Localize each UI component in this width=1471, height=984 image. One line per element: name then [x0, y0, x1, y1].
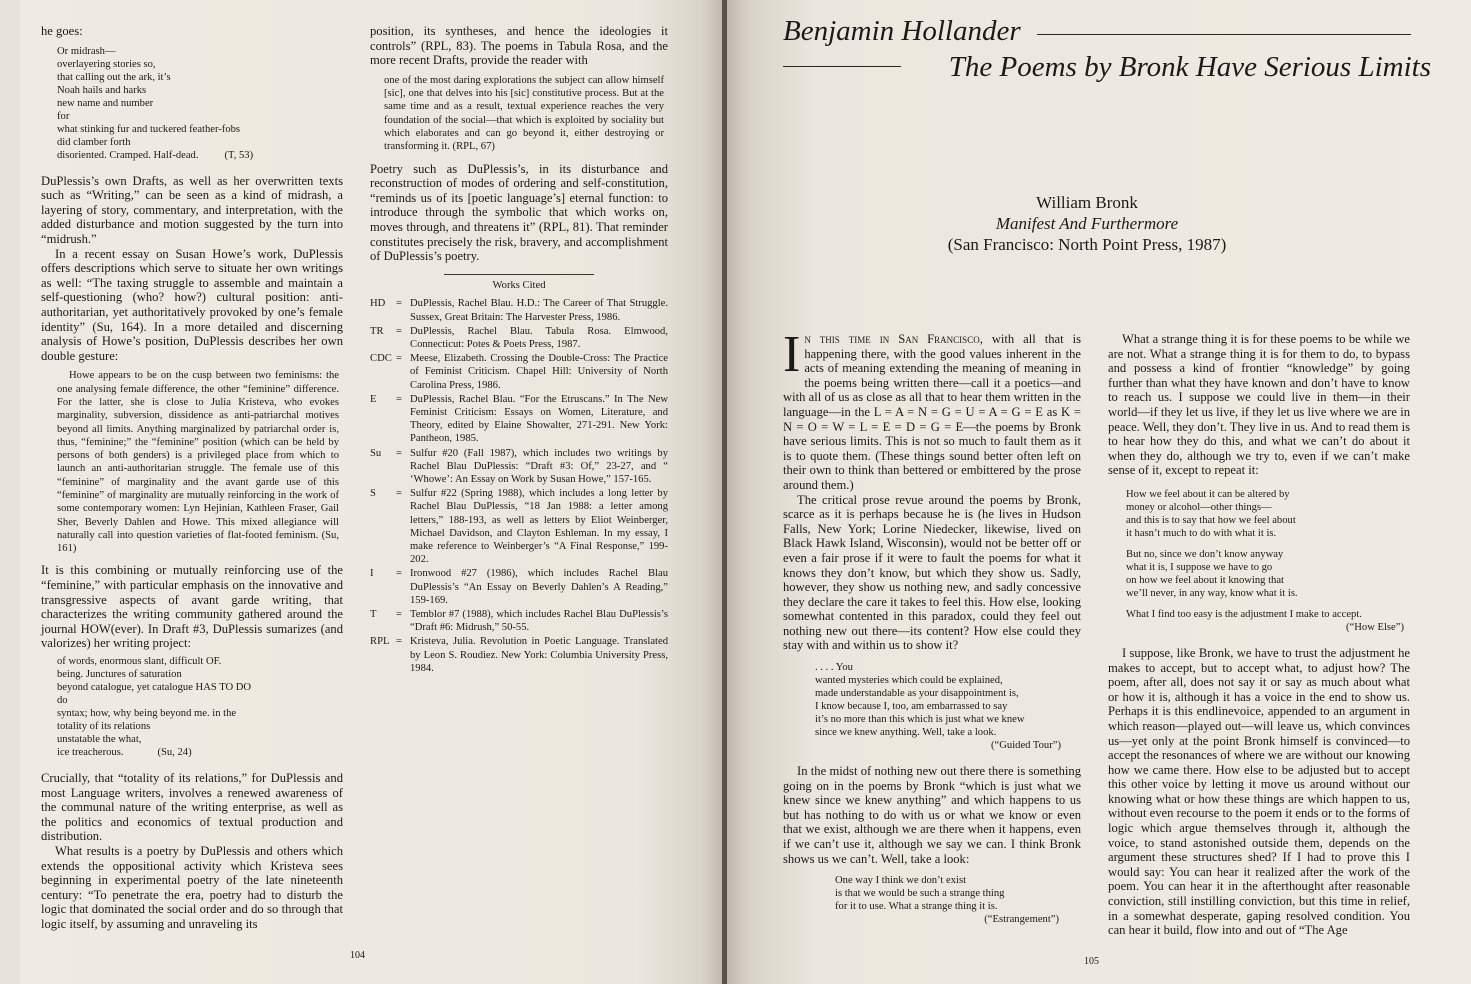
- verse-line: we’ll never, in any way, know what it is.: [1126, 587, 1298, 599]
- paragraph: I suppose, like Bronk, we have to trust the adjustment he makes to accept, but to accept what, to adjust how? The poem, after all, does not say it or say as much about what or how it is, although it has a voice in the end to show us. Perhaps it is this endlinevoice, appended to an argument in which reason—played out—will leave us, which convinces us—yet only at the point Bronk himself is convinced—to accept the resonances of where we are without our knowing how we came there. How else to be adjusted but to accept this other voice by letting it move us around without our knowing what or how these things are which happen to us, without even recourse to the poem it ends or to the forms of logic which argue themselves through it, although the voice, to stand astonished outside them, depends on the argument these structures shed? If I had to prove this I would say: You can hear it realized after the work of the poem. You can hear it in the afterthought after reasonable conviction, still instilling conviction, but this time in relief, in a somewhat desperate, gaping resolved condition. You can hear it build, flow into and out of “The Age: [1108, 645, 1410, 938]
- entry-text: Ironwood #27 (1986), which includes Rachel Blau DuPlessis’s “An Essay on Beverly Dahlen’s A Reading,” 159-169.: [410, 568, 668, 606]
- left-page: [0, 0, 724, 984]
- verse-line: do: [57, 695, 68, 707]
- paragraph: DuPlessis’s own Drafts, as well as her overwritten texts such as “Writing,” can be seen as a kind of midrash, a layering of story, commentary, and interpretation, with the added disturbance and motion suggested by the turn into “midrush.”: [41, 173, 343, 246]
- verse-line: did clamber forth: [57, 136, 131, 148]
- works-cited-title: Works Cited: [492, 279, 546, 291]
- paragraph: In a recent essay on Susan Howe’s work, DuPlessis offers descriptions which serve to situate her own writings as well: “The taxing struggle to assemble and maintain a self-questioning (who? how?) cultural position: anti-authoritarian, yet authoritatively provoked by one’s female identity” (Su, 164). In a more detailed and discerning analysis of Howe’s position, DuPlessis describes her own double gesture:: [41, 246, 343, 363]
- paragraph: What results is a poetry by DuPlessis and others which extends the oppositional activity which Kristeva sees beginning in experimental poetry of the late nineteenth century: “To penetrate the era, poetry had to disturb the logic that dominated the social order and do so through that logic itself, by assuming and unraveling its: [41, 844, 343, 931]
- entry-eq: =: [396, 568, 402, 580]
- entry-eq: =: [396, 488, 402, 500]
- paragraph: [783, 326, 1081, 493]
- page-number: 104: [350, 950, 365, 961]
- entry-key: HD: [370, 298, 386, 310]
- entry-text: Kristeva, Julia. Revolution in Poetic Language. Translated by Leon S. Roudiez. New York: Columbia University Press, 1984.: [410, 636, 668, 674]
- drop-cap: I: [783, 326, 801, 383]
- verse-line: What I find too easy is the adjustment I make to accept.: [1126, 608, 1362, 620]
- verse-line: disoriented. Cramped. Half-dead.: [57, 149, 199, 161]
- entry-text: DuPlessis, Rachel Blau. Tabula Rosa. Elmwood, Connecticut: Potes & Poets Press, 1987.: [410, 325, 668, 350]
- heading-rule-bottom: [783, 66, 901, 67]
- verse-line: since we knew anything. Well, take a look.: [815, 727, 997, 739]
- paragraph: What a strange thing it is for these poems to be while we are not. What a strange thing it is for them to do, to bypass and possess a kind of frontier “knowledge” by going further than what they have known and don’t have to know to reach us. I suppose we could live in them—in their world—if they let us live, if they let us live where we are in peace. Well, they don’t. They live in us. And to read them is to hear how they do this, and what we can’t do about it when they do, although we try to, even if we can’t make sense of it, except to repeat it:: [1108, 332, 1410, 478]
- entry-key: RPL: [370, 636, 390, 648]
- verse-line: How we feel about it can be altered by: [1126, 488, 1290, 500]
- verse-line: money or alcohol—other things—: [1126, 501, 1272, 513]
- works-cited-entry: [370, 325, 668, 351]
- verse-line: it’s no more than this which is just what we knew: [815, 714, 1025, 726]
- entry-eq: =: [396, 636, 402, 648]
- works-cited-entry: [370, 447, 668, 487]
- works-cited-entry: [370, 352, 668, 392]
- verse-line: ice treacherous.: [57, 747, 124, 759]
- citation: (“Estrangement”): [984, 914, 1059, 926]
- verse-guided-tour: [815, 661, 1081, 752]
- entry-key: E: [370, 393, 377, 405]
- verse-line: wanted mysteries which could be explained,: [815, 675, 1003, 687]
- verse-line: being. Junctures of saturation: [57, 669, 182, 681]
- verse-line: overlayering stories so,: [57, 58, 156, 70]
- entry-key: I: [370, 568, 374, 580]
- works-cited-list: [370, 297, 668, 675]
- paragraph: It is this combining or mutually reinforcing use of the “feminine,” with particular emphasis on the innovative and transgressive aspects of avant garde writing, that characterizes the writing community gathered around the journal HOW(ever). In Draft #3, DuPlessis sumarizes (and valorizes) her writing project:: [41, 563, 343, 651]
- entry-key: Su: [370, 447, 382, 459]
- verse-line: what it is, I suppose we have to go: [1126, 561, 1273, 573]
- article-title: The Poems by Bronk Have Serious Limits: [948, 51, 1431, 83]
- entry-text: DuPlessis, Rachel Blau. “For the Etruscans.” In The New Feminist Criticism: Essays on Women, Literature, and Theory, edited by Elaine Showalter, 271-291. New York: Pantheon, 1985.: [410, 393, 668, 445]
- block-quote: one of the most daring explorations the subject can allow himself [sic], one that delves into his [sic] constitutive process. But at the same time and as a result, textual experience reaches the very foundation of the social—that which is exploited by sociality but which elaborates and can go beyond it, either destroying or transforming it. (RPL, 67): [384, 74, 664, 153]
- paragraph: Poetry such as DuPlessis’s, in its disturbance and reconstruction of modes of ordering and self-constitution, “reminds us of its [poetic language’s] eternal function: to introduce through the symbolic that which works on, moves through, and threatens it” (RPL, 81). That reminder constitutes precisely the risk, bravery, and accomplishment of DuPlessis’s poetry.: [370, 161, 668, 264]
- article-author: Benjamin Hollander: [783, 15, 1021, 47]
- entry-eq: =: [396, 353, 402, 365]
- verse-line: for: [57, 110, 70, 122]
- verse-line: syntax; how, why being beyond me. in the: [57, 708, 237, 720]
- verse-line: for it to use. What a strange thing it is.: [835, 901, 998, 913]
- verse-how-else: [1126, 488, 1410, 634]
- verse-line: unstatable the what,: [57, 734, 142, 746]
- verse-line-with-cite: [57, 149, 343, 162]
- entry-eq: =: [396, 447, 402, 459]
- right-column-2: [1108, 332, 1410, 938]
- verse-line: I know because I, too, am embarrassed to say: [815, 701, 1008, 713]
- entry-key: TR: [370, 325, 384, 337]
- citation: (“Guided Tour”): [991, 740, 1061, 752]
- citation: (Su, 24): [157, 747, 192, 759]
- citation: (“How Else”): [1346, 621, 1404, 633]
- works-cited-entry: [370, 297, 668, 323]
- verse-line: what stinking fur and tuckered feather-fobs: [57, 123, 241, 135]
- verse-line: on how we feel about it knowing that: [1126, 574, 1284, 586]
- verse-line: that calling out the ark, it’s: [57, 71, 171, 83]
- right-column-1: [783, 326, 1081, 932]
- citation: (T, 53): [224, 149, 254, 161]
- entry-text: Meese, Elizabeth. Crossing the Double-Cross: The Practice of Feminist Criticism. Chapel Hill: University of North Carolina Press, 1986.: [410, 353, 668, 391]
- entry-key: CDC: [370, 353, 392, 365]
- verse-line: . . . . You: [815, 662, 853, 674]
- verse-line-with-cite: [57, 746, 343, 759]
- verse-line: But no, since we don’t know anyway: [1126, 548, 1284, 560]
- entry-text: Temblor #7 (1988), which includes Rachel Blau DuPlessis’s “Draft #6: Midrush,” 50-55.: [410, 608, 668, 634]
- entry-text: Sulfur #20 (Fall 1987), which includes two writings by Rachel Blau DuPlessis: “Draft #3: Of,” 23-27, and “ ‘Whowe’: An Essay on Work by Susan Howe,” 157-165.: [410, 447, 668, 485]
- verse-line: new name and number: [57, 97, 154, 109]
- verse-line: is that we would be such a strange thing: [835, 888, 1005, 900]
- paragraph: position, its syntheses, and hence the ideologies it controls” (RPL, 83). The poems in Tabula Rosa, and the more recent Drafts, provide the reader with: [370, 24, 668, 68]
- review-info: [907, 192, 1267, 255]
- works-cited-heading: [370, 274, 668, 294]
- entry-eq: =: [396, 393, 402, 405]
- verse-estrangement: [835, 874, 1081, 926]
- verse-line: totality of its relations: [57, 721, 151, 733]
- right-page: [727, 0, 1471, 984]
- heading-rule-top: [1037, 34, 1411, 35]
- entry-key: T: [370, 608, 377, 620]
- paragraph: In the midst of nothing new out there there is something going on in the poems by Bronk “which is just what we knew since we knew anything” and which happens to us but has nothing to do with us or what we know or even that we exist, although we are there when it happens, even if we can’t use it, although we say we can. I think Bronk shows us we can’t. Well, take a look:: [783, 764, 1081, 866]
- block-quote: Howe appears to be on the cusp between two feminisms: the one analysing female difference, the other “feminine” difference. For the latter, she is close to Julia Kristeva, who evokes marginality, subversion, dissidence as anti-patriarchal motives beyond all limits. Anything marginalized by patriarchal order is, thus, “feminine;” the “feminine” position (which can be held by persons of both genders) is a privileged place from which to launch an anti-authoritarian struggle. The female use of this “feminine” of marginality and the avant garde use of this “feminine” of marginality are mutually reinforcing in the work of some contemporary women: Lyn Hejinian, Kathleen Fraser, Gail Sher, Beverly Dahlen and Howe. This mixed allegiance will naturally call into question varieties of flat-footed feminism. (Su, 161): [57, 370, 339, 555]
- works-cited-entry: [370, 608, 668, 634]
- verse-line: of words, enormous slant, difficult OF.: [57, 656, 222, 668]
- paragraph: The critical prose revue around the poems by Bronk, scarce as it is perhaps because he is (he lives in Hudson Falls, New York; Lorine Niedecker, likewise, lived on Black Hawk Island, Wisconsin), would not be better off or even a fair prose if it were to fault the poems for what it knows they don’t know, but which they show us. Sadly, however, they show us nothing new, and sadly concessive they declare the care it takes to feel this. How else, looking somewhat contented in this paradox, could they feel out nothing new out there—its content? How else could they stay with and within us to show it?: [783, 492, 1081, 653]
- divider: [444, 274, 594, 275]
- intro-line: he goes:: [41, 24, 83, 38]
- works-cited-entry: [370, 635, 668, 675]
- page-number: 105: [1084, 956, 1099, 967]
- paragraph: Crucially, that “totality of its relations,” for DuPlessis and most Language writers, involves a renewed awareness of the communal nature of the writing enterprise, as well as the politics and economics of textual production and distribution.: [41, 771, 343, 844]
- reviewed-book: Manifest And Furthermore: [995, 214, 1179, 233]
- reviewed-author: William Bronk: [1036, 193, 1138, 212]
- lead-in: n this time in San Francisco,: [804, 332, 983, 346]
- entry-key: S: [370, 488, 376, 500]
- verse-line: Noah hails and harks: [57, 84, 147, 96]
- paragraph-text: with all that is happening there, with the good values inherent in the acts of meaning extending the meaning of meaning in the poems being written there—call it a poetics—and with all of us as close as all that to hear them written in the language—in the L = A = N = G = U = A = G = E as K = N = O = W = L = E = D = G = E—the poems by Bronk have serious limits. This is not so much to fault them as it is to quote them. (These things sound better often left on their own to think than bettered or embittered by the prose around them.): [783, 332, 1081, 492]
- article-heading: [783, 14, 1431, 84]
- verse-midrash: [57, 45, 343, 162]
- reviewed-publisher: (San Francisco: North Point Press, 1987): [947, 235, 1227, 254]
- entry-eq: =: [396, 298, 402, 310]
- verse-line: and this is to say that how we feel about: [1126, 514, 1296, 526]
- verse-line: it hasn’t much to do with what it is.: [1126, 527, 1277, 539]
- verse-line: beyond catalogue, yet catalogue HAS TO DO: [57, 682, 252, 694]
- verse-line: made understandable as your disappointment is,: [815, 688, 1019, 700]
- verse-line: One way I think we don’t exist: [835, 875, 967, 887]
- entry-eq: =: [396, 325, 402, 337]
- works-cited-entry: [370, 393, 668, 446]
- verse-draft3: [57, 655, 343, 759]
- verse-line: Or midrash—: [57, 45, 116, 57]
- entry-text: Sulfur #22 (Spring 1988), which includes a long letter by Rachel Blau DuPlessis, “18 Jan 1988: a letter among letters,” 188-193, as well as letters by Eliot Weinberger, Michael Davidson, and Clayton Eshleman. In my essay, I make reference to Weinberger’s “A Final Response,” 199-202.: [410, 488, 668, 566]
- works-cited-entry: [370, 567, 668, 607]
- works-cited-entry: [370, 487, 668, 566]
- entry-eq: =: [396, 608, 402, 620]
- left-column-2: [370, 24, 668, 676]
- entry-text: DuPlessis, Rachel Blau. H.D.: The Career of That Struggle. Sussex, Great Britain: The Harvester Press, 1986.: [410, 298, 668, 323]
- left-column-1: [41, 24, 343, 932]
